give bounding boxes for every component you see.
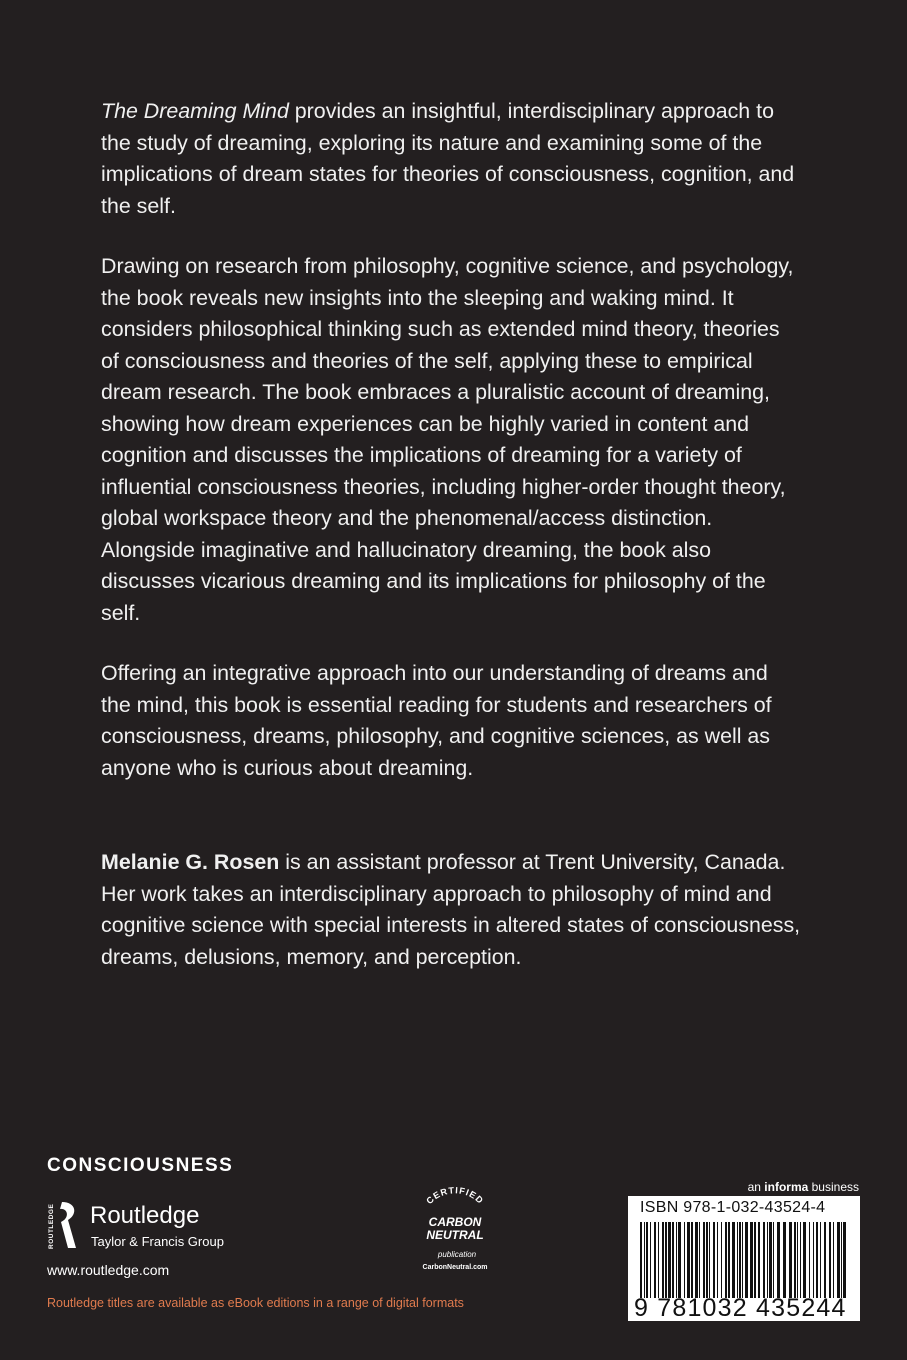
barcode-bar xyxy=(706,1222,708,1298)
barcode-bar xyxy=(809,1222,810,1298)
barcode-bar xyxy=(721,1222,722,1298)
barcode-bar xyxy=(820,1222,821,1298)
barcode-bar xyxy=(841,1222,842,1298)
neutral-label: NEUTRAL xyxy=(426,1228,484,1242)
barcode-bar xyxy=(717,1222,718,1298)
isbn-barcode-block xyxy=(628,1196,860,1321)
barcode-bar xyxy=(777,1222,780,1298)
barcode-bar xyxy=(754,1222,756,1298)
barcode-bar xyxy=(763,1222,765,1298)
informa-brand: informa xyxy=(764,1180,809,1194)
isbn-label: ISBN 978-1-032-43524-4 xyxy=(640,1199,826,1216)
barcode-bar xyxy=(783,1222,786,1298)
book-title: The Dreaming Mind xyxy=(101,99,289,123)
publisher-group: Taylor & Francis Group xyxy=(91,1234,224,1249)
author-name: Melanie G. Rosen xyxy=(101,850,280,874)
publisher-logo xyxy=(46,1198,286,1258)
barcode-bar xyxy=(699,1222,700,1298)
barcode-bar xyxy=(709,1222,710,1298)
barcode-bar xyxy=(803,1222,806,1298)
barcode-bar xyxy=(654,1222,656,1298)
barcode-bar xyxy=(837,1222,840,1298)
barcode-bar xyxy=(646,1222,648,1298)
publication-label: publication xyxy=(437,1250,477,1259)
barcode-bar xyxy=(829,1222,831,1298)
barcode-bar xyxy=(676,1222,677,1298)
barcode-bar xyxy=(640,1222,642,1298)
blurb-paragraph-2: Drawing on research from philosophy, cognitive science, and psychology, the book reveals new insights into the sleeping and waking mind. It considers philosophical thinking such as extended mind theory, theories of consciousness and theories of the self, applying these to empirical dream research. The book embraces a pluralistic account of dreaming, showing how dream experiences can be highly varied in content and cognition and discusses the implications of dreaming for a variety of influential consciousness theories, including higher-order thought theory, global workspace theory and the phenomenal/access distinction. Alongside imaginative and hallucinatory dreaming, the book also discusses vicarious dreaming and its implications for philosophy of the self. xyxy=(101,254,794,625)
barcode-bar xyxy=(684,1222,685,1298)
carbon-label: CARBON xyxy=(428,1215,482,1229)
blurb-p1-text: provides an insightful, interdisciplinary approach to the study of dreaming, exploring its nature and examining some of the implications of dream states for theories of consciousness, cognition, and the self. xyxy=(101,99,795,218)
barcode-bar xyxy=(742,1222,743,1298)
barcode-bar xyxy=(728,1222,730,1298)
barcode-bar xyxy=(695,1222,698,1298)
barcode xyxy=(636,1222,852,1298)
informa-prefix: an xyxy=(747,1180,765,1194)
barcode-bar xyxy=(773,1222,774,1298)
barcode-bar xyxy=(725,1222,727,1298)
barcode-bar xyxy=(797,1222,798,1298)
barcode-bar xyxy=(703,1222,705,1298)
blurb-paragraph-1 xyxy=(101,96,801,222)
ebook-note: Routledge titles are available as eBook editions in a range of digital formats xyxy=(47,1296,464,1310)
barcode-bar xyxy=(672,1222,674,1298)
barcode-bar xyxy=(739,1222,741,1298)
barcode-bar xyxy=(816,1222,818,1298)
informa-suffix: business xyxy=(808,1180,859,1194)
barcode-bar xyxy=(745,1222,748,1298)
barcode-number: 9 781032 435244 xyxy=(634,1294,847,1322)
barcode-bar xyxy=(767,1222,768,1298)
barcode-bar xyxy=(769,1222,772,1298)
barcode-bar xyxy=(824,1222,826,1298)
carbon-certified-label: CERTIFIED xyxy=(424,1185,486,1207)
author-bio xyxy=(101,847,801,973)
barcode-bar xyxy=(691,1222,693,1298)
blurb-text xyxy=(101,96,801,1002)
informa-business-label xyxy=(748,1180,859,1194)
barcode-bar xyxy=(813,1222,814,1298)
barcode-bar xyxy=(665,1222,667,1298)
barcode-bar xyxy=(750,1222,753,1298)
publisher-name: Routledge xyxy=(90,1202,200,1229)
barcode-bar xyxy=(662,1222,664,1298)
barcode-bar xyxy=(678,1222,681,1298)
barcode-bar xyxy=(789,1222,792,1298)
blurb-paragraph-3: Offering an integrative approach into our understanding of dreams and the mind, this book is essential reading for students and researchers of consciousness, dreams, philosophy, and cognitive sciences, as well as anyone who is curious about dreaming. xyxy=(101,661,772,780)
subject-category: CONSCIOUSNESS xyxy=(47,1155,234,1176)
barcode-bar xyxy=(650,1222,651,1298)
barcode-bar xyxy=(800,1222,801,1298)
carbon-neutral-badge xyxy=(405,1180,505,1280)
barcode-bar xyxy=(833,1222,834,1298)
author-bio-text: is an assistant professor at Trent University, Canada. Her work takes an interdisciplinary approach to philosophy of mind and cognitive science with special interests in altered states of consciousness, dreams, delusions, memory, and perception. xyxy=(101,850,801,969)
barcode-bar xyxy=(644,1222,645,1298)
barcode-bar xyxy=(758,1222,760,1298)
routledge-logo-icon xyxy=(46,1200,80,1250)
routledge-vertical-label: ROUTLEDGE xyxy=(48,1203,55,1249)
barcode-bar xyxy=(843,1222,846,1298)
barcode-bar xyxy=(737,1222,738,1298)
barcode-bar xyxy=(794,1222,796,1298)
carbon-url: CarbonNeutral.com xyxy=(422,1264,488,1271)
barcode-bar xyxy=(732,1222,735,1298)
barcode-bar xyxy=(668,1222,671,1298)
barcode-bar xyxy=(713,1222,715,1298)
barcode-bar xyxy=(658,1222,659,1298)
publisher-website[interactable]: www.routledge.com xyxy=(47,1262,170,1278)
barcode-bar xyxy=(687,1222,690,1298)
